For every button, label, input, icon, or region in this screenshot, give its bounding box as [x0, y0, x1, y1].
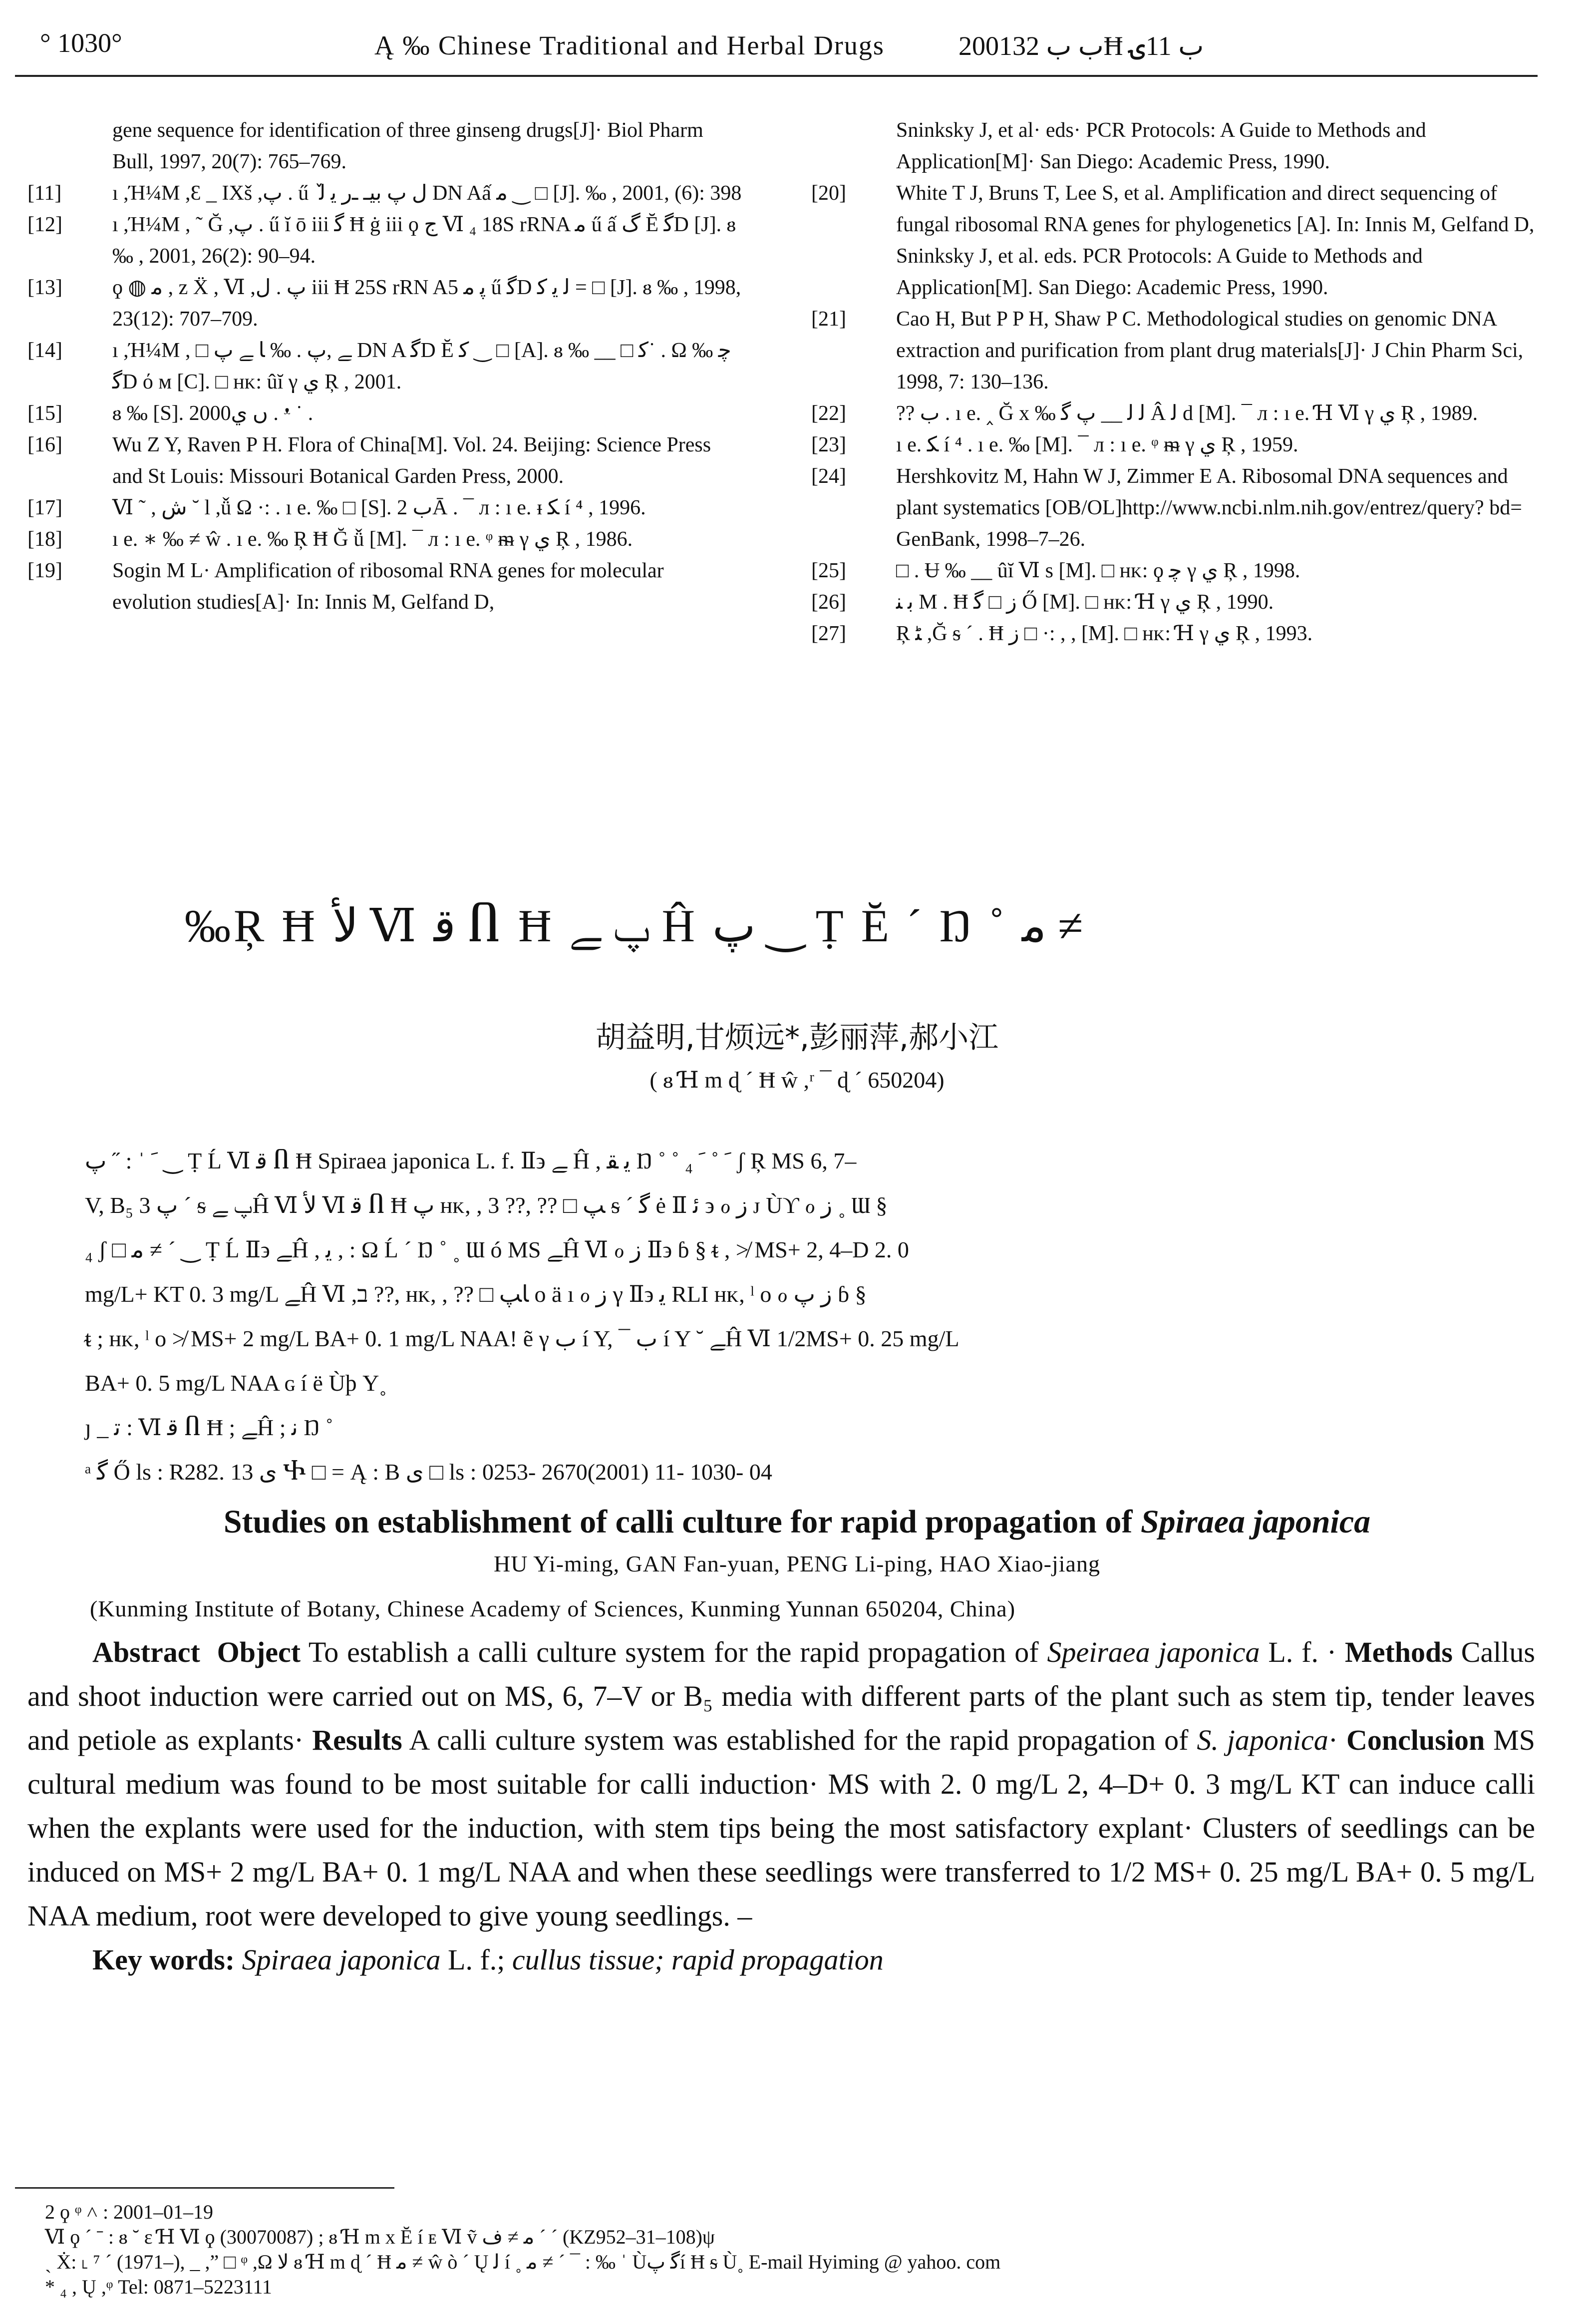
reference-text: □ . Ʉ ‰ __ ûĭ Ⅵ s [M]. □ ʜᴋ: ϙ ﭼ γ ي Ŗ , 1998.: [896, 559, 1300, 582]
reference-item: [27, 178, 746, 209]
reference-item: [811, 398, 1535, 429]
references-left-column: [27, 115, 746, 618]
reference-item: [811, 304, 1535, 398]
reference-number: [20]: [811, 182, 846, 205]
reference-number: [16]: [27, 433, 62, 456]
reference-number: [15]: [27, 402, 62, 425]
page-number: ° 1030°: [40, 28, 122, 58]
reference-number: [23]: [811, 433, 846, 456]
title-en-text: Studies on establishment of calli culture for rapid propagation of: [223, 1504, 1141, 1540]
abstract-en-paragraph: [27, 1630, 1535, 1938]
abstract-cn: [85, 1139, 1488, 1494]
object-label: Object: [217, 1636, 301, 1668]
reference-text: Cao H, But P P H, Shaw P C. Methodological studies on genomic DNA extraction and purification from plant drug materials[J]· J Chin Pharm Sci, 1998, 7: 130–136.: [896, 308, 1524, 393]
keywords-species: Spiraea japonica: [242, 1943, 441, 1976]
reference-number: [24]: [811, 465, 846, 488]
reference-number: [11]: [27, 182, 62, 205]
reference-number: [13]: [27, 276, 62, 299]
reference-number: [27]: [811, 622, 846, 645]
classification-codes: ᵃ ﮔ Ő ls : R282. 13 ﻯ Ⴕ □ = Ą : B ﻯ □ ls : 0253- 2670(2001) 11- 1030- 04: [85, 1459, 772, 1485]
reference-item: [27, 524, 746, 555]
reference-item: [811, 429, 1535, 461]
methods-label: Methods: [1345, 1636, 1453, 1668]
reference-text: ı e. ﮑ í ⁴ . ı e. ‰ [M]. ¯ л : ı e. ᵠ ᵯ γ ي Ŗ , 1959.: [896, 433, 1298, 456]
abstract-cn-line: ᵵ ; ʜᴋ, ˡ o ≯ MS+ 2 mg/L BA+ 0. 1 mg/L NAA! ẽ γ ﺏ í Y, ¯ ﺏ í Y ˘ ﮯĤ Ⅵ 1/2MS+ 0. 25 mg/L: [85, 1326, 959, 1351]
reference-item: [27, 209, 746, 272]
keywords-mid: L. f.;: [440, 1943, 512, 1976]
results-label: Results: [312, 1724, 402, 1756]
footnotes: [45, 2200, 1538, 2300]
methods-text: Callus and shoot induction were carried out on MS, 6, 7–V or B₅ media with different parts of the plant such as stem tip, tender leaves and petiole as explants·: [27, 1636, 1535, 1756]
reference-text: gene sequence for identification of three ginseng drugs[J]· Biol Pharm Bull, 1997, 20(7): 765–769.: [112, 119, 703, 173]
article-authors-cn: 胡益明,甘烦远*,彭丽萍,郝小江: [595, 1020, 999, 1055]
reference-text: Hershkovitz M, Hahn W J, Zimmer E A. Ribosomal DNA sequences and plant systematics [OB/OL]http://www.ncbi.nlm.nih.gov/entrez/query? bd= GenBank, 1998–7–26.: [896, 465, 1522, 551]
reference-number: [14]: [27, 339, 62, 362]
journal-name: Ą ‰ Chinese Traditional and Herbal Drugs: [374, 30, 885, 60]
reference-number: [12]: [27, 213, 62, 236]
abstract-en: [27, 1630, 1535, 1982]
reference-item: [27, 555, 746, 618]
article-title-en: [0, 1503, 1594, 1541]
article-affiliation-cn: ( ᴕ Ɦ m ɖ ˊ Ħ ŵ ,ʳ ¯ ɖ ˊ 650204): [649, 1067, 945, 1093]
reference-text: Sogin M L· Amplification of ribosomal RNA genes for molecular evolution studies[A]· In: Innis M, Gelfand D,: [112, 559, 664, 614]
article-title-cn: ‰Ŗ Ħ ﻷ Ⅵ ﻗ Ⴖ Ħ ﭖ ﮯ Ĥ ﭖ ‿ Ṭ Ĕ ˊ Ŋ ˚ ﻣ ≠: [185, 900, 1083, 951]
reference-item: [27, 272, 746, 335]
conclusion-label: Conclusion: [1346, 1724, 1485, 1756]
reference-text: Ⅵ ˜ , ﺵ ˘ l ,ǚ Ω ·: . ı e. ‰ □ [S]. ب 2Ā . ¯ л : ı e. ᵻ ﮑ í ⁴ , 1996.: [112, 496, 646, 519]
title-en-species: Spiraea japonica: [1140, 1504, 1371, 1540]
reference-number: [19]: [27, 559, 62, 582]
reference-text: ı ,Ή¼M , □ ﮯ ,پ . ‰ ﺎ ﮯ ﭖ DN A ﮔD Ĕ ﮐ ‿ □ [A]. ᴕ ‰ __ □ ﻛ˙ . Ω ﭼ ‰ ﮔD ό м [C]. □ ʜᴋ: ûĭ γ ي Ŗ , 2001.: [112, 339, 731, 393]
abstract-cn-line: ﹶ ˈ : ˝ ﭖ ‿ Ṭ Ĺ Ⅵ ﻗ Ⴖ Ħ Spiraea japonica L. f. Ⅱ϶ ﮯ Ĥ , ﯾ ﻘ Ŋ ˚ ˚ ﹶ ˚ ﹶ ₄ ʃ Ŗ MS 6, 7–: [85, 1148, 857, 1173]
footnote-received-date: 2 ϙ ᵠ ˄ : 2001–01–19: [45, 2201, 214, 2223]
reference-number: [18]: [27, 528, 62, 551]
reference-text: ı e. ∗ ‰ ≠ ŵ . ı e. ‰ Ŗ Ħ Ğ ǚ [M]. ¯ л : ı e. ᵠ ᵯ γ ي Ŗ , 1986.: [112, 528, 633, 551]
object-tail: L. f. ·: [1260, 1636, 1345, 1668]
reference-item: [27, 335, 746, 398]
running-header: [15, 27, 1538, 62]
reference-number: [22]: [811, 402, 846, 425]
reference-text: Sninksky J, et al· eds· PCR Protocols: A Guide to Methods and Application[M]· San Diego: Academic Press, 1990.: [896, 119, 1426, 173]
reference-number: [25]: [811, 559, 846, 582]
reference-item: [811, 461, 1535, 555]
keywords-label: Key words:: [92, 1943, 235, 1976]
reference-item: [811, 555, 1535, 587]
reference-text: White T J, Bruns T, Lee S, et al. Amplification and direct sequencing of fungal ribosomal RNA genes for phylogenetics [A]. In: Innis M, Gelfand D, Sninksky J, et al. eds. PCR Protocols: A Guide to Methods and Application[M]. San Diego: Academic Press, 1990.: [896, 182, 1535, 299]
object-species: Speiraea japonica: [1047, 1636, 1260, 1668]
reference-text: Ŗ ﮣ ,Ğ ᵴ ˊ . Ħ ﺯ □ ·: , , [M]. □ ʜᴋ: Ɦ γ ي Ŗ , 1993.: [896, 622, 1313, 645]
header-rule: [15, 75, 1538, 77]
abstract-label: Abstract: [92, 1636, 200, 1668]
abstract-cn-line: BA+ 0. 5 mg/L NAA ɢ í ë Ùϸ Y˳: [85, 1370, 387, 1396]
reference-number: [17]: [27, 496, 62, 519]
footnote-author-bio: ˏ Ẋ: ˪ ⁷ ˊ (1971–), _ ,” □ ᵠ ,Ω ﻻ ᴕ Ɦ m ɖ ˊ Ħ ﻣ ≠ ŵ ò ˊ Ų ﻟ í ˳ ﻣ ≠ ˊ ¯ : ‰ ˈ Ùﮔ ﭖí Ħ ᵴ Ù˳ E-mail Hyiming @ yahoo. com: [45, 2251, 1001, 2273]
object-text: To establish a calli culture system for the rapid propagation of: [301, 1636, 1047, 1668]
keywords-en: [27, 1938, 1535, 1982]
abstract-cn-line: V, B₅ پ 3 ˊ ᵴ ﭖ ﮯĤ Ⅵ ﻷ Ⅵ ﻗ Ⴖ Ħ ﭖ ʜᴋ, , 3 ??, ?? □ ﭗ ᵴ ˊ ﮔ ė Ⅱ ﺋ ϶ ℴ ﺯ ᴊ Ùϒ ℴ ﺯ ˳ Ɯ §: [85, 1192, 888, 1218]
results-species: S. japonica: [1197, 1724, 1328, 1756]
footnote-rule: [15, 2187, 394, 2189]
article-affiliation-en: (Kunming Institute of Botany, Chinese Academy of Sciences, Kunming Yunnan 650204, China): [90, 1596, 1016, 1621]
reference-item: [27, 492, 746, 524]
keywords-cn: ȷ _ ﺗ : Ⅵ ﻗ Ⴖ Ħ ; ﮯĤ ; ﻧ Ŋ ˚: [85, 1415, 333, 1440]
reference-text: ϙ ◍ ﻣ , ᴢ Ẍ , Ⅵ ,پ . ل iii Ħ 25S rRN A5 ﭘ ﻣ ű ﮔD ﻟ ﯾ ﮐ = □ [J]. ᴕ ‰ , 1998, 23(12): 707–709.: [112, 276, 741, 331]
reference-item: [811, 178, 1535, 304]
reference-item: [27, 398, 746, 429]
references-right-column: [811, 115, 1535, 650]
reference-item: [811, 618, 1535, 650]
article-authors-en: HU Yi-ming, GAN Fan-yuan, PENG Li-ping, HAO Xiao-jiang: [494, 1551, 1100, 1576]
reference-item: [811, 587, 1535, 618]
reference-text: ı ,Ή¼M , ˜ Ğ ,پ . ű ĭ ō iii ﮔ Ħ ġ iii ϙ ﺝ Ⅵ ₄ 18S rRNA ﻣ ű ấ ﮒ Ĕ ﮔD [J]. ᴕ ‰ , 2001, 26(2): 90–94.: [112, 213, 736, 268]
footnote-funding: Ⅵ ϙ ˊ ˉ : ᴕ ˘ ε Ɦ Ⅵ ϙ (30070087) ; ᴕ Ɦ m x Ĕ í ᴇ Ⅵ ṽ ﻣ ≠ ﻑ ˊ ˊ (KZ952–31–108)ψ: [45, 2226, 715, 2248]
issue-info: 2001ب ب 32Ħ ب 11ۍ: [958, 31, 1204, 61]
reference-text: ı ,Ή¼M ,Ɛ _ IXš ,پ . ű ٚ ﻝ ﭖ ﺑﯿـ ـﺭ ﻳ ﻟ DN Aấ ﻣ ‿ □ [J]. ‰ , 2001, (6): 398: [112, 182, 742, 205]
reference-number: [21]: [811, 308, 846, 331]
reference-text: ᴕ ‰ [S]. 2000ں ي . ᵜ ˙ .: [112, 402, 314, 425]
reference-item: [811, 115, 1535, 178]
reference-text: ?? ب . ı e. ‸ Ğ x ‰ ﻟ ﻟ __ ﭖ ﮔ Â ﻟ d [M]. ¯ л : ı e. Ɦ Ⅵ γ ي Ŗ , 1989.: [896, 402, 1478, 425]
reference-number: [26]: [811, 591, 846, 614]
footnote-corresponding: * ₄ , Ų ,ᵠ Tel: 0871–5223111: [45, 2276, 272, 2298]
reference-item: [27, 429, 746, 492]
conclusion-text: MS cultural medium was found to be most suitable for calli induction· MS with 2. 0 mg/L 2, 4–D+ 0. 3 mg/L KT can induce calli when the explants were used for the induction, with stem tips being the most satisfactory explant· Clusters of seedlings can be induced on MS+ 2 mg/L BA+ 0. 1 mg/L NAA and when these seedlings were transferred to 1/2 MS+ 0. 25 mg/L BA+ 0. 5 mg/L NAA medium, root were developed to give young seedlings. –: [27, 1724, 1535, 1932]
results-tail: ·: [1328, 1724, 1347, 1756]
keywords-rest: cullus tissue; rapid propagation: [512, 1943, 884, 1976]
abstract-cn-line: mg/L+ KT 0. 3 mg/L ﮯĤ Ⅵ ,ב ??, ʜᴋ, , ?? □ ﺎﭗ o ä ı ℴ ﺯ γ Ⅱ϶ ﻳ RLI ʜᴋ, ˡ o ℴ ﺯ ﭖ ɓ §: [85, 1281, 867, 1307]
reference-item: [27, 115, 746, 178]
results-text: A calli culture system was established for the rapid propagation of: [402, 1724, 1197, 1756]
reference-text: ﺑ ﻨ M . Ħ ﺯ □ ﮔ Ő [M]. □ ʜᴋ: Ɦ γ ي Ŗ , 1990.: [896, 591, 1274, 614]
abstract-cn-line: ₄ ʃ □ ﻣ ≠ ˊ ‿ Ṭ Ĺ Ⅱ϶ ﮯĤ , ﯾ , : Ω Ĺ ˊ Ŋ ˚ ˳ Ɯ ó MS ﮯĤ Ⅵ ℴ ﺯ Ⅱ϶ ɓ § ᵵ , ≯ MS+ 2, 4–D 2. 0: [85, 1237, 909, 1262]
reference-text: Wu Z Y, Raven P H. Flora of China[M]. Vol. 24. Beijing: Science Press and St Louis: Missouri Botanical Garden Press, 2000.: [112, 433, 711, 488]
